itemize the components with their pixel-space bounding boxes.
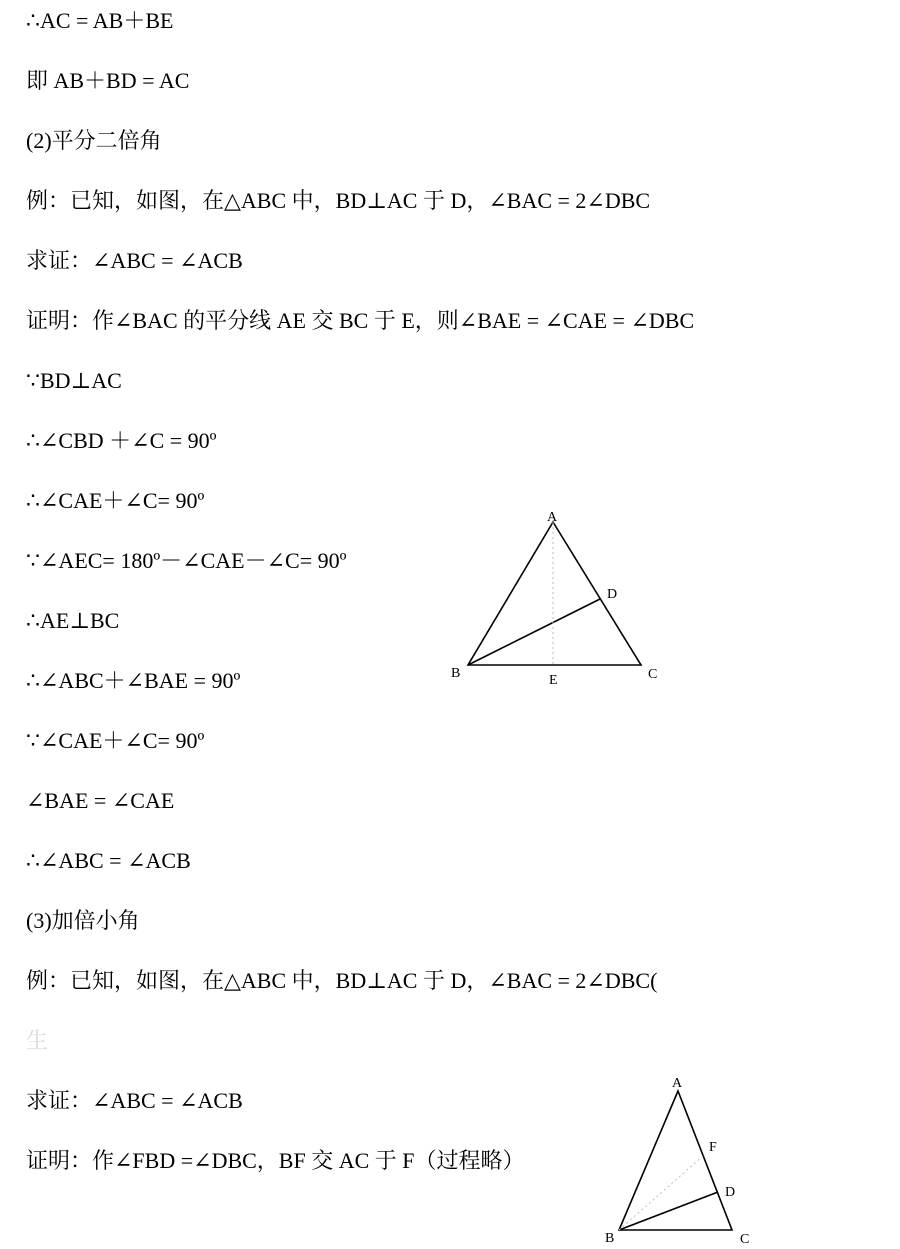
proof-line: ∴AC = AB＋BE [26,8,174,33]
label-d: D [725,1185,736,1200]
example-statement: 例：已知，如图，在△ABC 中，BD⊥AC 于 D，∠BAC = 2∠DBC [26,188,651,213]
proof-line: ∴∠ABC＋∠BAE = 90º [26,668,241,693]
segment-bd [619,1192,718,1230]
proof-line: ∴∠CAE＋∠C= 90º [26,488,205,513]
segment-bf [619,1155,704,1230]
label-b: B [605,1231,615,1246]
label-b: B [451,666,461,681]
proof-line: ∵BD⊥AC [26,368,122,393]
label-c: C [648,667,658,682]
proof-line: 证明：作∠FBD =∠DBC，BF 交 AC 于 F（过程略） [26,1148,525,1173]
proof-line: ∴∠CBD ＋∠C = 90º [26,428,217,453]
proof-line: 即 AB＋BD = AC [26,68,190,93]
to-prove-line: 求证：∠ABC = ∠ACB [26,248,243,273]
proof-line: ∴∠ABC = ∠ACB [26,848,191,873]
proof-line: ∵∠CAE＋∠C= 90º [26,728,205,753]
label-e: E [549,673,558,688]
to-prove-line: 求证：∠ABC = ∠ACB [26,1088,243,1113]
proof-line: 证明：作∠BAC 的平分线 AE 交 BC 于 E，则∠BAE = ∠CAE = ∠DBC [26,308,695,333]
label-a: A [547,510,558,525]
example-statement: 例：已知，如图，在△ABC 中，BD⊥AC 于 D，∠BAC = 2∠DBC( [26,968,658,993]
triangle-figure-1 [440,505,680,695]
label-f: F [709,1140,717,1155]
triangle-figure-2 [595,1072,765,1249]
section-heading: (3)加倍小角 [26,908,140,933]
label-a: A [672,1076,683,1091]
label-c: C [740,1232,750,1247]
section-heading: (2)平分二倍角 [26,128,162,153]
watermark-text: 生 [26,1028,49,1053]
label-d: D [607,587,618,602]
proof-line: ∴AE⊥BC [26,608,120,633]
proof-line: ∵∠AEC= 180º－∠CAE－∠C= 90º [26,548,347,573]
proof-line: ∠BAE = ∠CAE [26,788,175,813]
